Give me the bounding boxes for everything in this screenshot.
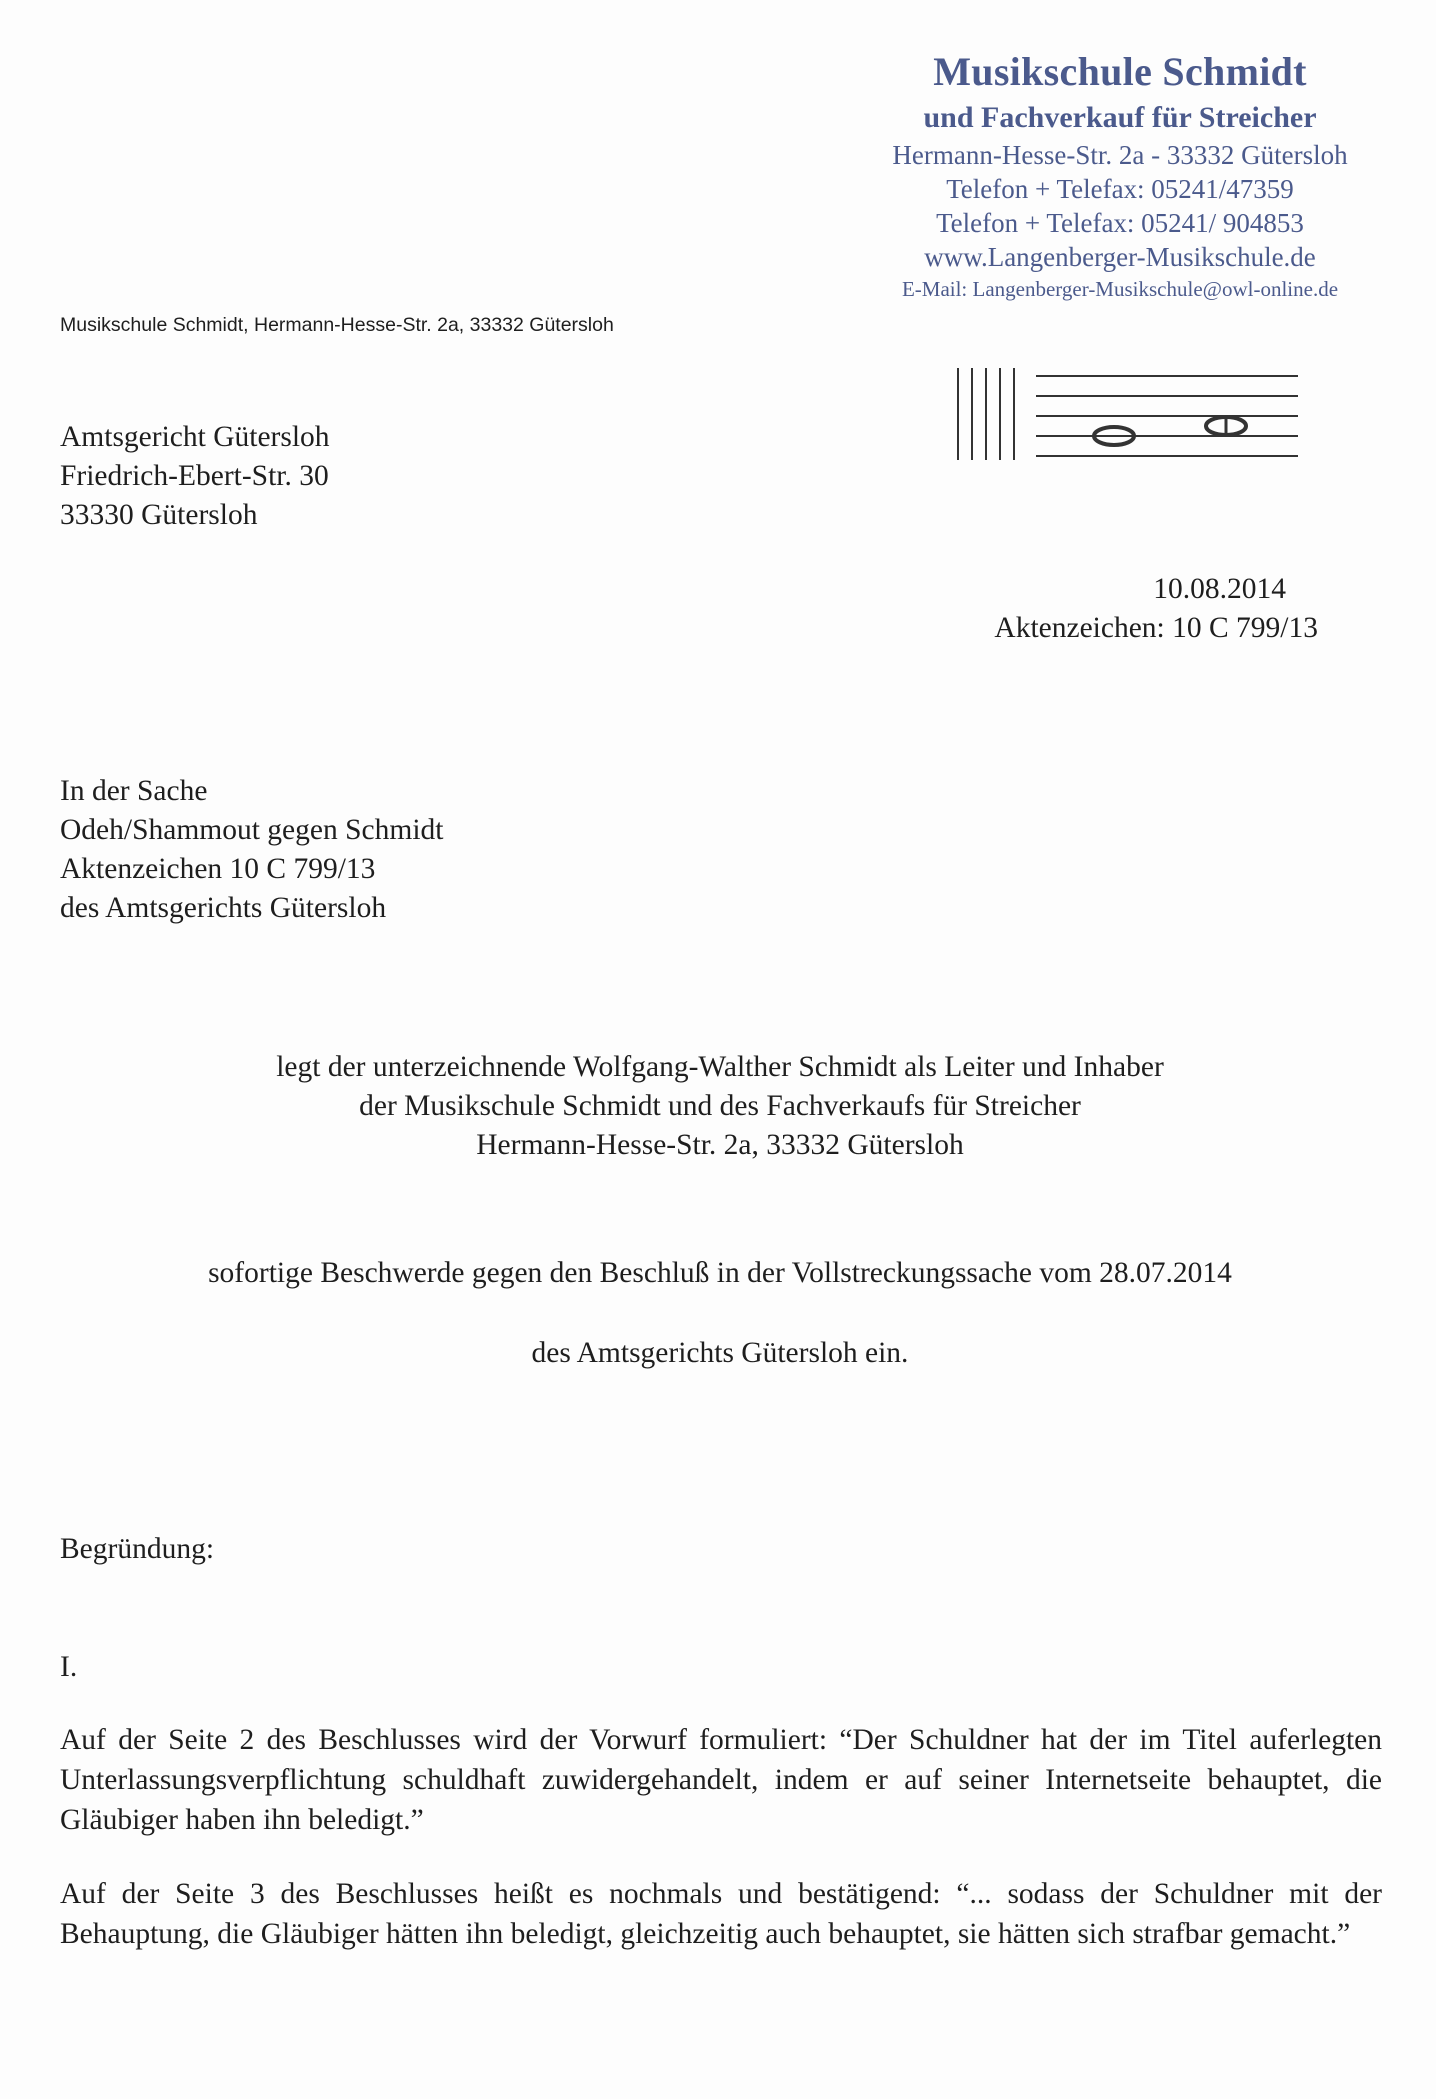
- reasoning-heading: Begründung:: [60, 1533, 215, 1565]
- paragraph: Auf der Seite 2 des Beschlusses wird der Vorwurf formuliert: “Der Schuldner hat der im Titel auferlegten Unterlassungsverpflichtung schuldhaft zuwidergehandelt, indem er auf seiner Internetseite behauptet, die Gläubiger haben ihn beledigt.”: [60, 1724, 1382, 1836]
- letterhead-subtitle: und Fachverkauf für Streicher: [923, 101, 1317, 134]
- matter-line-3: Aktenzeichen 10 C 799/13: [60, 853, 376, 885]
- statement-line-2: der Musikschule Schmidt und des Fachverkaufs für Streicher: [359, 1090, 1081, 1122]
- statement-block: [60, 1048, 1380, 1165]
- letterhead: [840, 46, 1400, 304]
- court-line: des Amtsgerichts Gütersloh ein.: [531, 1337, 909, 1369]
- complaint-line: sofortige Beschwerde gegen den Beschluß in der Vollstreckungssache vom 28.07.2014: [208, 1257, 1232, 1289]
- letterhead-name: Musikschule Schmidt: [933, 49, 1307, 94]
- matter-line-4: des Amtsgerichts Gütersloh: [60, 892, 387, 924]
- recipient-name: Amtsgericht Gütersloh: [60, 421, 330, 453]
- recipient-city: 33330 Gütersloh: [60, 499, 258, 531]
- section-number: I.: [60, 1651, 78, 1683]
- date-block: [994, 570, 1318, 648]
- matter-line-2: Odeh/Shammout gegen Schmidt: [60, 814, 444, 846]
- statement-line-3: Hermann-Hesse-Str. 2a, 33332 Gütersloh: [476, 1129, 964, 1161]
- letterhead-email: E-Mail: Langenberger-Musikschule@owl-online.de: [901, 277, 1339, 301]
- matter-line-1: In der Sache: [60, 775, 208, 807]
- letterhead-website: www.Langenberger-Musikschule.de: [924, 242, 1316, 272]
- recipient-address: [60, 418, 330, 535]
- paragraph: Auf der Seite 3 des Beschlusses heißt es nochmals und bestätigend: “... sodass der Schuldner mit der Behauptung, die Gläubiger hätten ihn beledigt, gleichzeitig auch behauptet, sie hätten sich strafbar gemacht.”: [60, 1878, 1382, 1950]
- recipient-street: Friedrich-Ebert-Str. 30: [60, 460, 329, 492]
- file-reference: Aktenzeichen: 10 C 799/13: [994, 612, 1318, 644]
- musical-staff-logo-icon: [952, 362, 1302, 466]
- sender-line: Musikschule Schmidt, Hermann-Hesse-Str. 2a, 33332 Gütersloh: [60, 314, 614, 336]
- letterhead-phone-2: Telefon + Telefax: 05241/ 904853: [936, 208, 1304, 238]
- statement-line-1: legt der unterzeichnende Wolfgang-Walther Schmidt als Leiter und Inhaber: [276, 1051, 1164, 1083]
- letterhead-phone-1: Telefon + Telefax: 05241/47359: [946, 174, 1294, 204]
- letterhead-address: Hermann-Hesse-Str. 2a - 33332 Gütersloh: [892, 140, 1348, 170]
- letter-date: 10.08.2014: [1153, 573, 1286, 605]
- matter-block: [60, 772, 443, 928]
